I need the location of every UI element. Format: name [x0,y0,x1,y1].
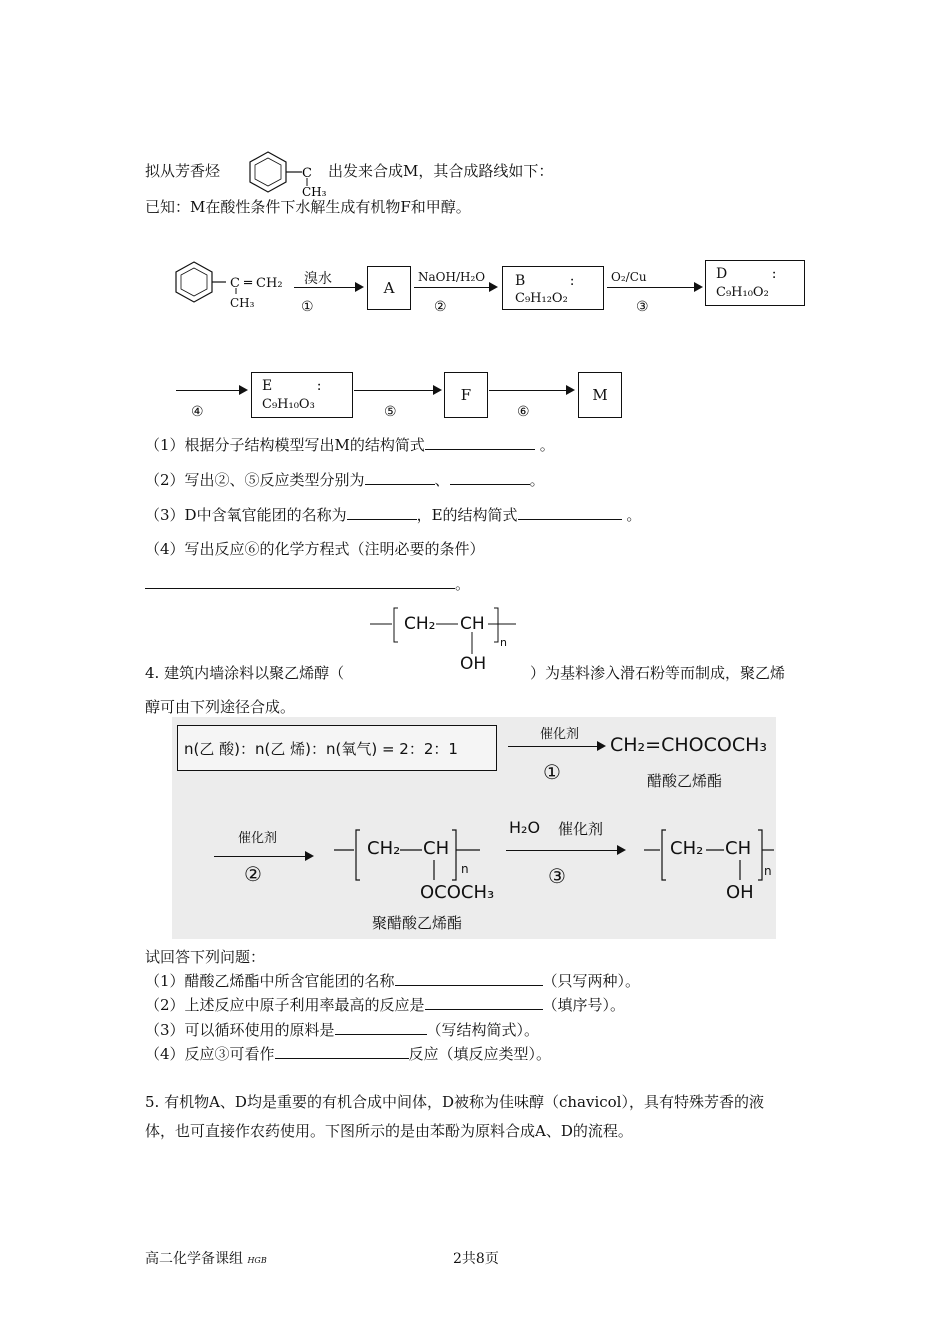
question-3-4: （4）写出反应⑥的化学方程式（注明必要的条件） [145,540,485,558]
footer-group-code: HGB [247,1256,267,1265]
arrow-p4-2 [214,856,312,857]
p4-q4-text: （4）反应③可看作 [145,1045,275,1063]
p4-q1-text: （1）醋酸乙烯酯中所含官能团的名称 [145,972,395,990]
answer-blank[interactable] [275,1044,409,1059]
arrow-p4-3 [506,850,624,851]
compound-d-formula: C₉H₁₀O₂ [716,285,769,300]
pvac-n: n [461,862,469,876]
problem-4-ask: 试回答下列问题： [145,948,266,966]
compound-d-name: D : [716,266,777,282]
pva-ch2: CH₂ [404,614,436,634]
compound-e-formula: C₉H₁₀O₃ [262,397,315,412]
catalyst-2: 催化剂 [238,831,278,846]
compound-b-name: B : [515,273,575,289]
compound-a-label: A [383,279,395,297]
pva-oh: OH [460,654,487,674]
pvac-substituent: OCOCH₃ [420,882,495,903]
answer-blank[interactable] [347,505,417,520]
compound-a-box [367,266,411,310]
arrow-6 [489,390,573,391]
answer-blank[interactable] [425,995,543,1010]
p4-q1-end: （只写两种）。 [542,972,641,990]
answer-blank[interactable] [518,505,622,520]
product-oh: OH [726,882,754,903]
arrow-p4-1 [508,746,604,747]
step-3-label: ③ [636,299,649,315]
answer-blank[interactable] [335,1020,427,1035]
compound-b-box [502,266,604,310]
compound-m-box [578,372,622,418]
arrow-4 [176,390,246,391]
p4-q4-end: 反应（填反应类型）。 [408,1045,552,1063]
catalyst-3: 催化剂 [558,820,604,838]
reagent-3: O₂/Cu [611,270,647,284]
svg-text:CH₃: CH₃ [302,185,327,198]
arrow-2 [414,287,496,288]
problem-5-line-2: 体，也可直接作农药使用。下图所示的是由苯酚为原料合成A、D的流程。 [145,1122,633,1140]
problem-4-q2 [145,994,625,1015]
arrow-5 [354,390,440,391]
compound-d-box [705,260,805,306]
q3-1-end: 。 [539,436,555,454]
q3-3-text-a: （3）D中含氧官能团的名称为 [145,506,347,524]
footer-group-name: 高二化学备课组 [145,1251,243,1267]
step-2-label: ② [434,299,447,315]
answer-blank[interactable] [425,435,535,450]
problem-4-text-b: ）为基料渗入滑石粉等而制成，聚乙烯 [530,664,786,682]
q3-2-text: （2）写出②、⑤反应类型分别为 [145,471,365,489]
intro-line-1a: 拟从芳香烃 [145,162,221,180]
p4-step-1: ① [543,760,561,784]
q3-1-text: （1）根据分子结构模型写出M的结构简式 [145,436,425,454]
start-material-label: C ═ CH₂ [230,276,283,291]
problem-4-text-a: 4. 建筑内墙涂料以聚乙烯醇（ [145,664,345,682]
footer-left [145,1248,267,1268]
vinyl-acetate-formula: CH₂=CHOCOCH₃ [610,734,767,756]
water-reagent: H₂O [509,818,541,837]
product-n: n [764,864,772,878]
q3-4-end: 。 [455,575,471,593]
compound-e-name: E : [262,378,322,394]
p4-q3-text: （3）可以循环使用的原料是 [145,1021,335,1039]
polyvinyl-alcohol-structure [370,606,520,676]
problem-4-q1 [145,970,640,991]
reagent-2: NaOH/H₂O [418,270,486,284]
q3-3-text-b: ，E的结构简式 [416,506,518,524]
product-ch2: CH₂ [670,838,704,859]
step-1-label: ① [301,299,314,315]
problem-4-q3 [145,1019,539,1040]
q3-2-sep: 、 [434,471,450,489]
compound-f-box [444,372,488,418]
question-3-2 [145,469,545,490]
step-6-label: ⑥ [517,404,530,420]
problem-4-text-c: 醇可由下列途径合成。 [145,698,296,716]
pva-ch: CH [460,614,485,634]
compound-e-box [251,372,353,418]
svg-text:C: C [302,166,312,181]
answer-blank[interactable] [365,470,435,485]
catalyst-1: 催化剂 [540,727,580,742]
pvac-ch: CH [423,838,450,859]
intro-line-2: 已知：M在酸性条件下水解生成有机物F和甲醇。 [145,198,471,216]
answer-blank[interactable] [145,574,455,589]
start-material-ch3: CH₃ [230,296,255,310]
p4-step-3: ③ [548,864,566,888]
arrow-1 [294,287,362,288]
footer-page-number: 2共8页 [453,1251,499,1267]
product-ch: CH [725,838,752,859]
p4-step-2: ② [244,862,262,886]
p4-q3-end: （写结构简式）。 [426,1021,540,1039]
reactant-ratio: n(乙 酸)：n(乙 烯)：n(氧气) = 2：2：1 [184,740,458,758]
p4-q2-end: （填序号）。 [542,996,626,1014]
polyvinyl-alcohol-product-structure [644,826,776,906]
p4-q2-text: （2）上述反应中原子利用率最高的反应是 [145,996,425,1014]
q3-3-end: 。 [626,506,642,524]
compound-m-label: M [592,386,608,404]
pva-n: n [500,636,507,649]
reagent-1: 溴水 [304,271,332,287]
answer-blank[interactable] [395,971,543,986]
problem-5-line-1: 5. 有机物A、D均是重要的有机合成中间体，D被称为佳味醇（chavicol），具有特殊芳香的液 [145,1093,764,1111]
question-3-1 [145,434,555,455]
answer-blank[interactable] [450,470,530,485]
step-4-label: ④ [191,404,204,420]
arrow-3 [607,287,701,288]
compound-f-label: F [460,386,472,404]
question-3-4-answer [145,573,470,594]
pvac-name: 聚醋酸乙烯酯 [372,914,463,932]
problem-4-q4 [145,1043,551,1064]
intro-line-1b: 出发来合成M，其合成路线如下： [328,162,554,180]
q3-2-end: 。 [529,471,545,489]
compound-b-formula: C₉H₁₂O₂ [515,291,568,306]
pvac-ch2: CH₂ [367,838,401,859]
vinyl-acetate-name: 醋酸乙烯酯 [647,772,723,790]
question-3-3 [145,504,641,525]
reactant-ratio-box [177,725,497,771]
step-5-label: ⑤ [384,404,397,420]
